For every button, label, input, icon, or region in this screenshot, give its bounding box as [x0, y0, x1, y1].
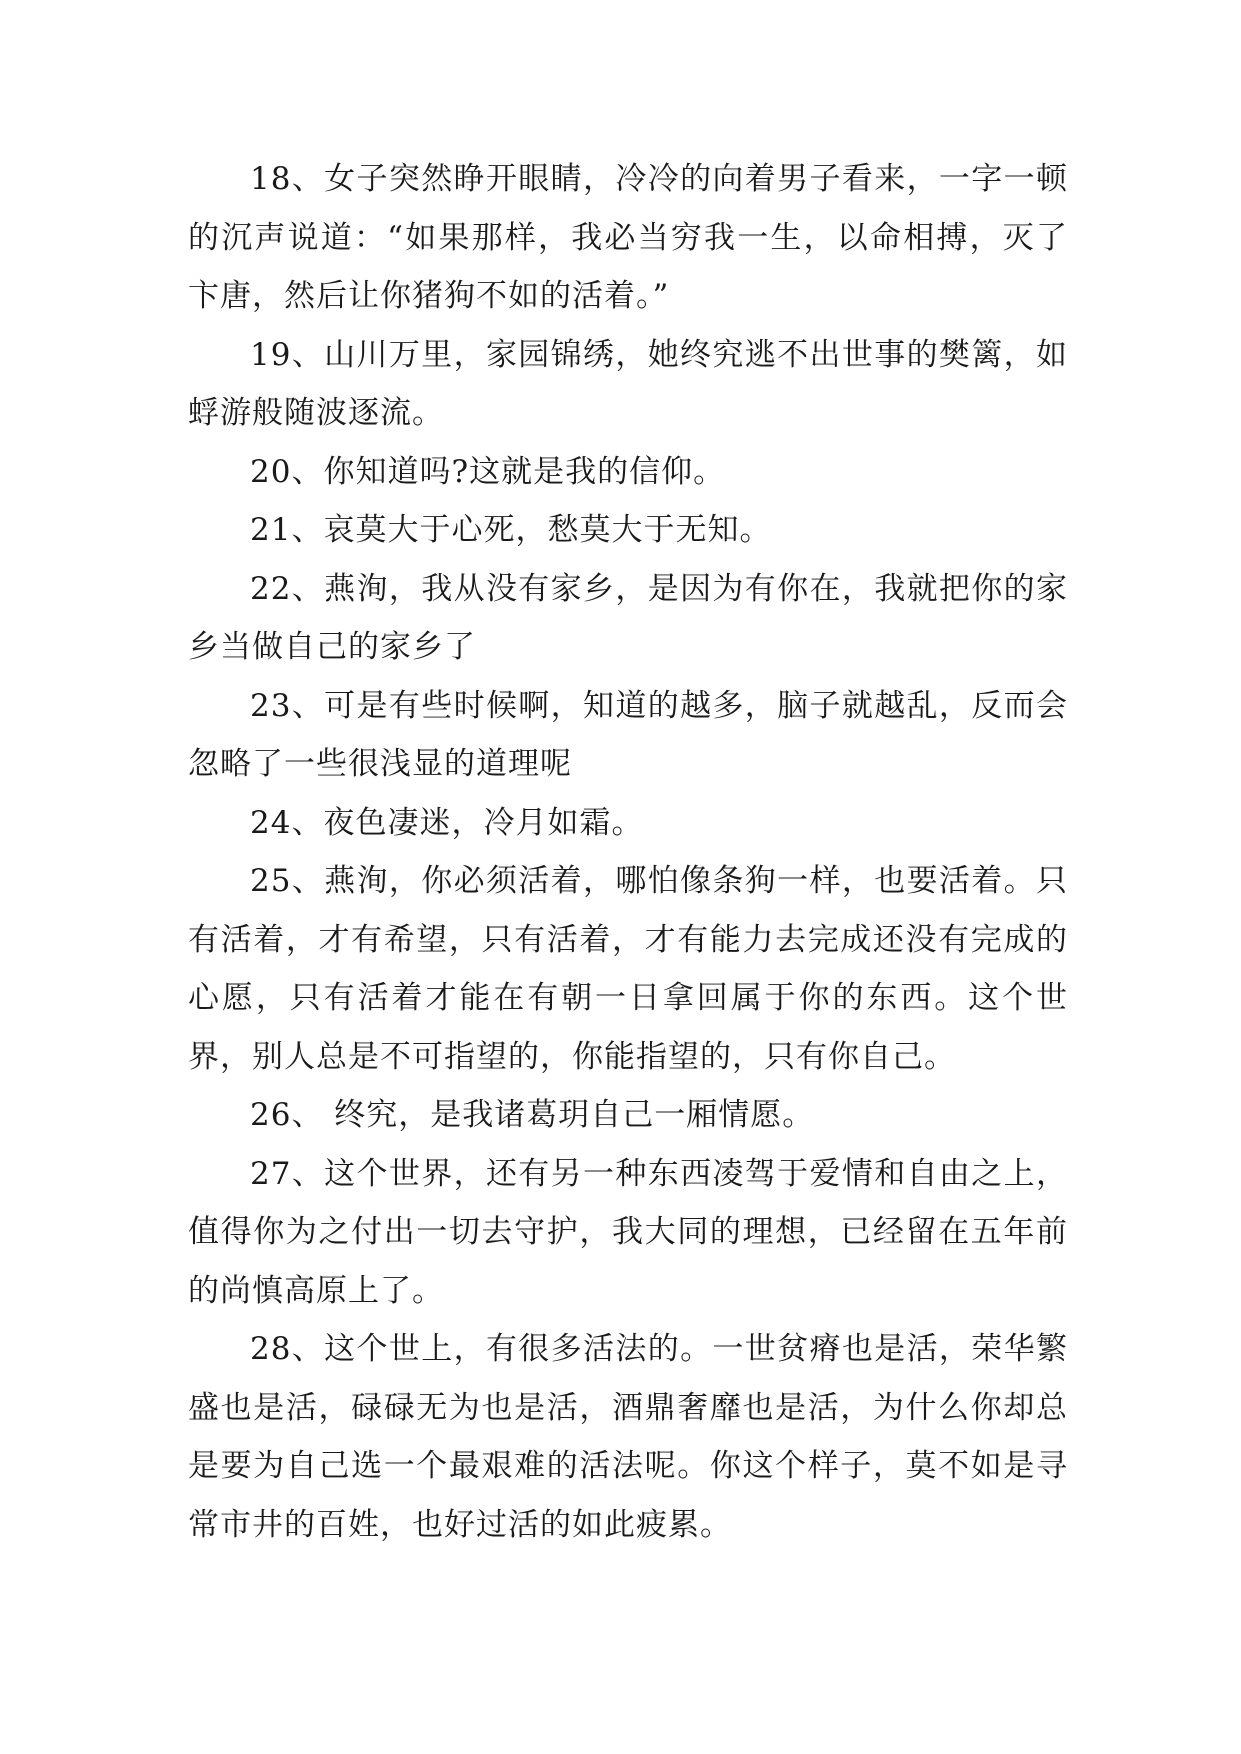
paragraph-25: 25、燕洵，你必须活着，哪怕像条狗一样，也要活着。只有活着，才有希望，只有活着，才有能力去完成还没有完成的心愿，只有活着才能在有朝一日拿回属于你的东西。这个世界，别人总是不可指望的，你能指望的，只有你自己。 [188, 863, 1068, 1075]
paragraph-20: 20、你知道吗?这就是我的信仰。 [250, 453, 726, 490]
paragraph-18: 18、女子突然睁开眼睛，冷冷的向着男子看来，一字一顿的沉声说道：“如果那样，我必当穷我一生，以命相搏，灭了卞唐，然后让你猪狗不如的活着。” [188, 161, 1068, 314]
paragraph-19: 19、山川万里，家园锦绣，她终究逃不出世事的樊篱，如蜉游般随波逐流。 [188, 336, 1068, 431]
paragraph-23: 23、可是有些时候啊，知道的越多，脑子就越乱，反而会忽略了一些很浅显的道理呢 [188, 687, 1068, 782]
document-body [188, 150, 1068, 1554]
paragraph-21: 21、哀莫大于心死，愁莫大于无知。 [250, 512, 772, 548]
paragraph-28: 28、这个世上，有很多活法的。一世贫瘠也是活，荣华繁盛也是活，碌碌无为也是活，酒鼎奢靡也是活，为什么你却总是要为自己选一个最艰难的活法呢。你这个样子，莫不如是寻常市井的百姓，也好过活的如此疲累。 [188, 1331, 1068, 1543]
paragraph-24: 24、夜色凄迷，冷月如霜。 [250, 804, 644, 841]
paragraph-26: 26、 终究，是我诸葛玥自己一厢情愿。 [250, 1097, 815, 1133]
paragraph-22: 22、燕洵，我从没有家乡，是因为有你在，我就把你的家乡当做自己的家乡了 [188, 570, 1068, 665]
paragraph-27: 27、这个世界，还有另一种东西凌驾于爱情和自由之上，值得你为之付出一切去守护，我大同的理想，已经留在五年前的尚慎高原上了。 [188, 1155, 1068, 1309]
